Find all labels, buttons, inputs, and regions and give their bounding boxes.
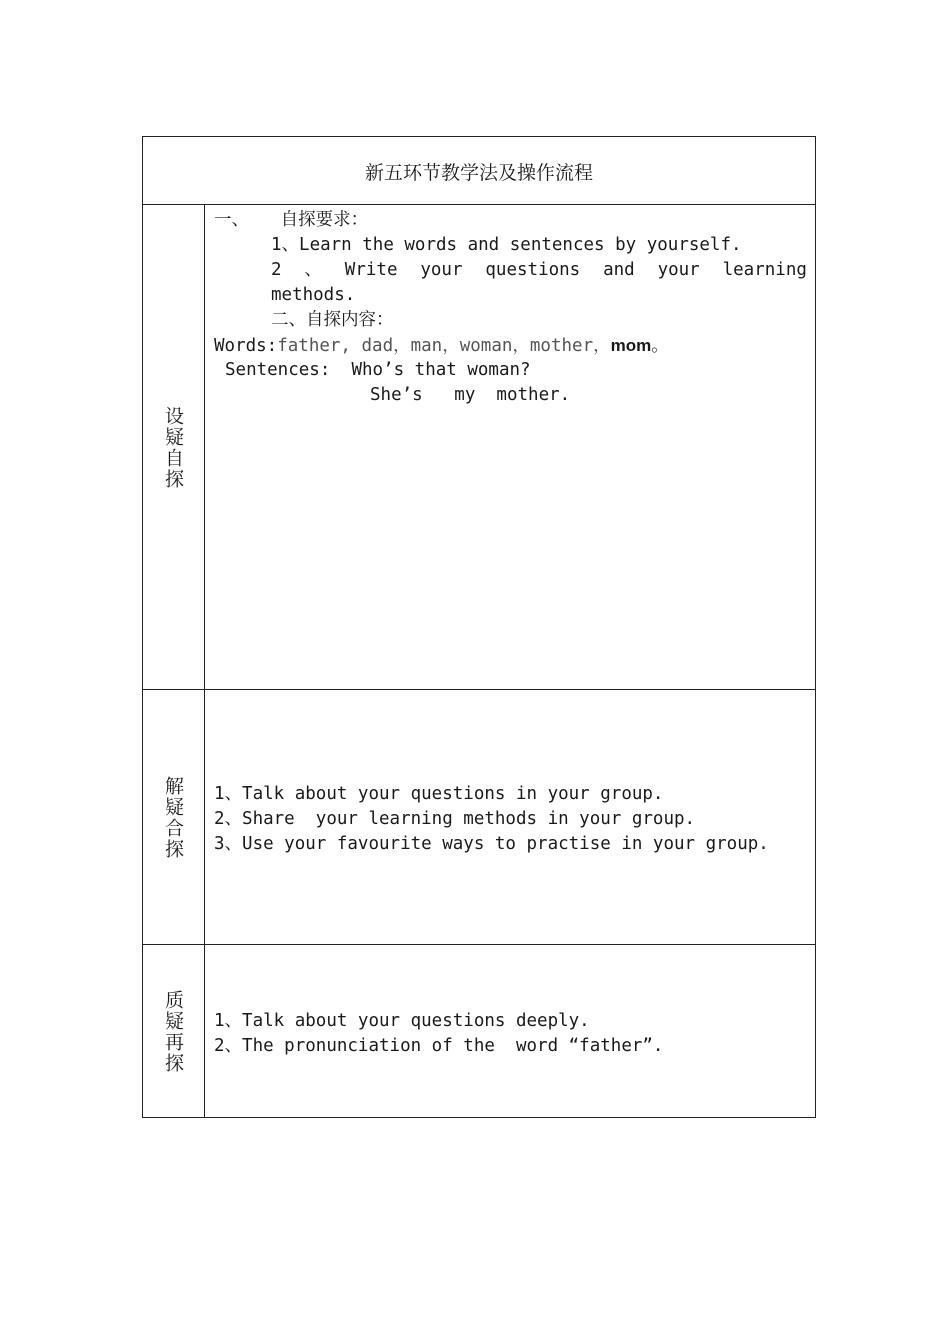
section-label-3: 质疑再探 [162,989,184,1074]
sentence-line: She’s my mother. [370,385,571,405]
lesson-table [142,136,816,1118]
section-content-1 [205,208,815,408]
section-content-3 [205,1009,815,1059]
divider [143,689,815,690]
section-content-2 [205,782,815,857]
divider [143,204,815,205]
list-item: 1、Talk about your questions deeply. [214,1011,590,1031]
list-item: 2、Share your learning methods in your group. [214,809,696,829]
requirement-heading: 一、 自探要求： [214,210,369,230]
list-item: 1、Talk about your questions in your group. [214,784,664,804]
sentence-line: Sentences: Who’s that woman? [225,360,531,380]
list-item: 2、The pronunciation of the word “father”. [214,1036,664,1056]
list-item: 3、Use your favourite ways to practise in your group. [214,834,769,854]
requirement-item: 2 、 Write your questions and your learning [271,260,807,280]
content-heading: 二、自探内容： [271,310,394,330]
section-label-1: 设疑自探 [162,405,184,490]
table-title: 新五环节教学法及操作流程 [364,161,593,184]
divider [143,944,815,945]
words-line: Words:father, dad，man，woman，mother，mom。 [214,336,669,356]
section-label-2: 解疑合探 [162,775,184,860]
requirement-item: 1、Learn the words and sentences by yourself. [271,235,742,255]
requirement-item-continued: methods. [271,285,356,305]
